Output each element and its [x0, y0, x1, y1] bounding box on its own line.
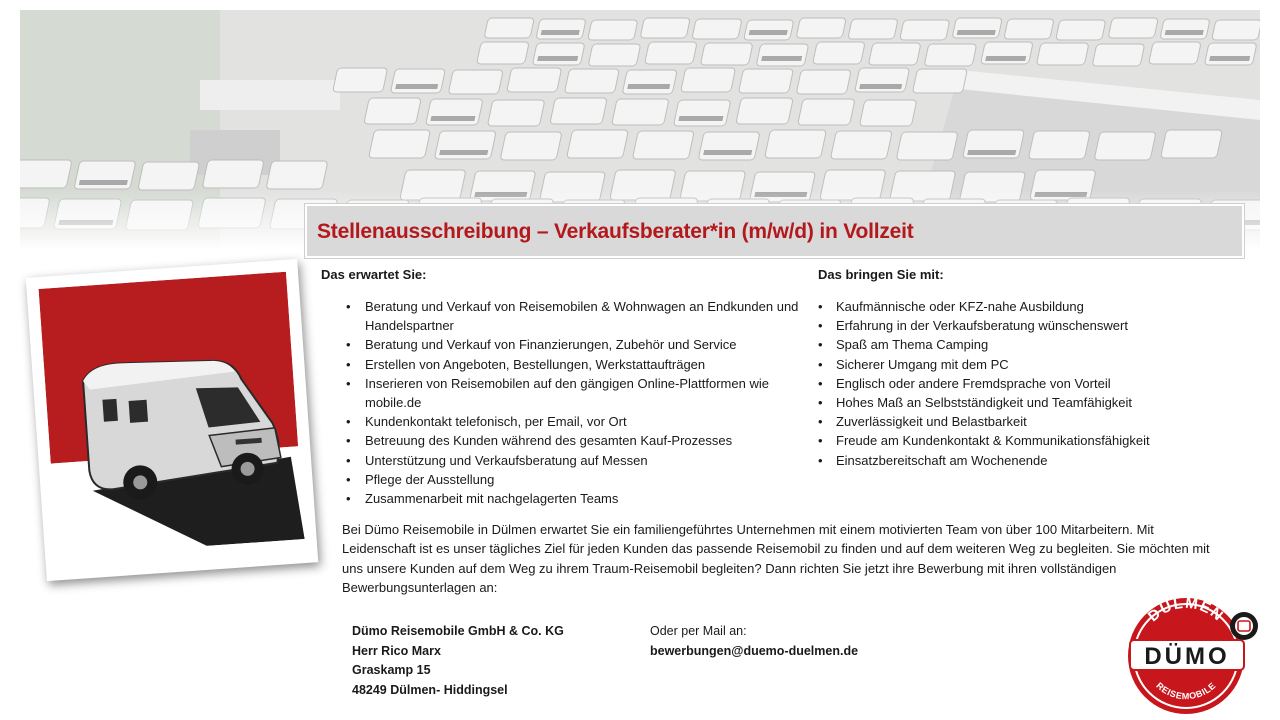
- left-list-item: • Beratung und Verkauf von Reisemobilen & Wohnwagen an Endkunden und Handelspartner: [346, 297, 816, 335]
- left-list-item: • Zusammenarbeit mit nachgelagerten Teams: [346, 489, 816, 508]
- right-bullet-list: [818, 297, 1238, 470]
- left-list-item: • Beratung und Verkauf von Finanzierungen, Zubehör und Service: [346, 335, 816, 354]
- left-column-heading: Das erwartet Sie:: [321, 267, 427, 282]
- left-list-item: • Betreuung des Kunden während des gesamten Kauf-Prozesses: [346, 431, 816, 450]
- right-list-item: • Zuverlässigkeit und Belastbarkeit: [818, 412, 1238, 431]
- city: 48249 Dülmen- Hiddingsel: [352, 682, 508, 697]
- duemo-logo-icon: [1120, 592, 1264, 718]
- page-title: Stellenausschreibung – Verkaufsberater*in (m/w/d) in Vollzeit: [317, 220, 914, 243]
- right-list-item: • Spaß am Thema Camping: [818, 335, 1238, 354]
- postal-address: [352, 622, 564, 700]
- polaroid-image: [26, 259, 319, 581]
- right-list-item: • Einsatzbereitschaft am Wochenende: [818, 451, 1238, 470]
- right-list-item: • Hohes Maß an Selbstständigkeit und Teamfähigkeit: [818, 393, 1238, 412]
- mail-label: Oder per Mail an:: [650, 624, 747, 638]
- logo-top-text: DÜLMEN: [1144, 594, 1228, 626]
- right-list-item: • Kaufmännische oder KFZ-nahe Ausbildung: [818, 297, 1238, 316]
- logo-bottom-text: REISEMOBILE: [1154, 680, 1218, 702]
- left-list-item: • Pflege der Ausstellung: [346, 470, 816, 489]
- right-list-item: • Freude am Kundenkontakt & Kommunikationsfähigkeit: [818, 431, 1238, 450]
- left-bullet-list: [346, 297, 816, 508]
- left-list-item: • Kundenkontakt telefonisch, per Email, vor Ort: [346, 412, 816, 431]
- logo-main-text: DÜMO: [1144, 643, 1230, 670]
- intro-paragraph: Bei Dümo Reisemobile in Dülmen erwartet Sie ein familiengeführtes Unternehmen mit einem motivierten Team von über 100 Mitarbeitern. Mit Leidenschaft ist es unser tägliches Ziel für jeden Kunden das passende Reisemobil zu finden und auf dem weiteren Weg zu begleiten. Sie möchten mit uns unsere Kunden auf dem Weg zu ihrem Traum-Reisemobil begleiten? Dann richten Sie jetzt ihre Bewerbung mit ihren vollständigen Bewerbungsunterlagen an:: [342, 522, 1210, 596]
- title-banner: [305, 204, 1244, 258]
- duemo-logo: [1120, 592, 1264, 720]
- right-column-heading: Das bringen Sie mit:: [818, 267, 944, 282]
- right-list-item: • Englisch oder andere Fremdsprache von Vorteil: [818, 374, 1238, 393]
- left-list-item: • Erstellen von Angeboten, Bestellungen, Werkstattaufträgen: [346, 355, 816, 374]
- mail-address-link[interactable]: bewerbungen@duemo-duelmen.de: [650, 643, 859, 658]
- left-list-item: • Unterstützung und Verkaufsberatung auf Messen: [346, 451, 816, 470]
- mail-contact: [650, 622, 858, 661]
- contact-person: Herr Rico Marx: [352, 643, 441, 658]
- right-list-item: • Sicherer Umgang mit dem PC: [818, 355, 1238, 374]
- right-list-item: • Erfahrung in der Verkaufsberatung wünschenswert: [818, 316, 1238, 335]
- company-name: Dümo Reisemobile GmbH & Co. KG: [352, 624, 564, 638]
- street: Graskamp 15: [352, 663, 431, 677]
- motorhome-illustration: [39, 272, 305, 557]
- left-list-item: • Inserieren von Reisemobilen auf den gängigen Online-Plattformen wie mobile.de: [346, 374, 816, 412]
